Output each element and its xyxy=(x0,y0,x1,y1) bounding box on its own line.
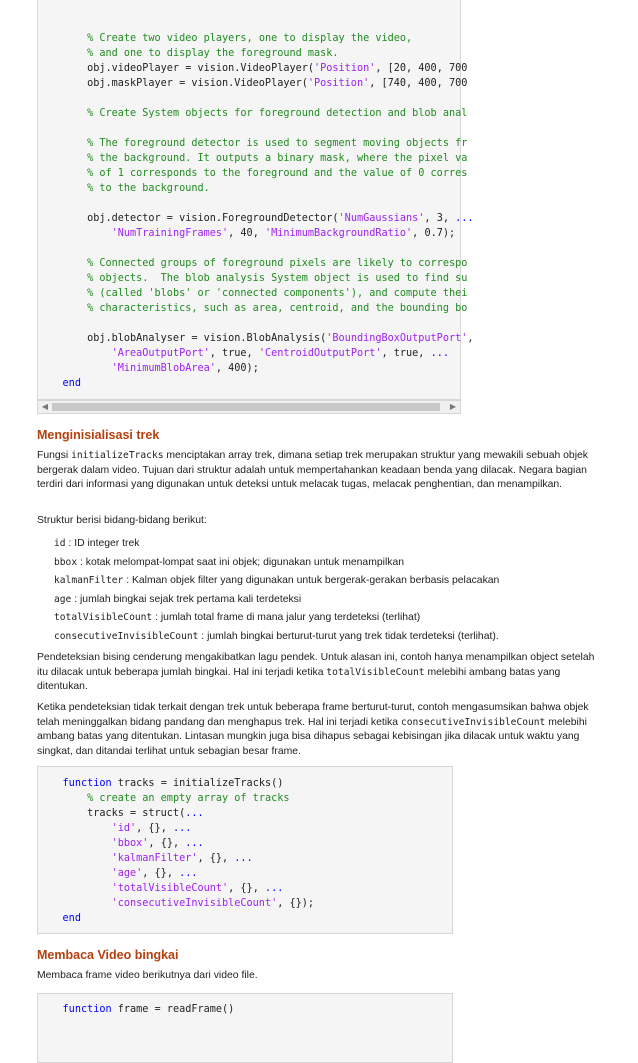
code-text xyxy=(38,838,112,849)
code-text xyxy=(38,778,63,789)
code-keyword: ... xyxy=(185,808,204,819)
code-text: frame = readFrame() xyxy=(111,1004,235,1015)
code-text xyxy=(38,853,112,864)
field-item xyxy=(54,609,594,628)
code-comment: % objects. The blob analysis System object is used to find su xyxy=(87,273,468,284)
code-string: 'NumGaussians' xyxy=(338,213,425,224)
code-text: , 400); xyxy=(215,363,259,374)
code-text: obj.blobAnalyser = vision.BlobAnalysis( xyxy=(38,333,327,344)
code-string: 'MinimumBlobArea' xyxy=(111,363,216,374)
code-text: , {}, xyxy=(136,823,173,834)
code-keyword: end xyxy=(62,378,81,389)
code-text: , xyxy=(467,333,474,344)
code-comment: % create an empty array of tracks xyxy=(87,793,290,804)
field-description: : jumlah bingkai berturut-turut yang trek tidak terdeteksi (terlihat). xyxy=(198,630,499,642)
code-text: tracks = struct( xyxy=(38,808,186,819)
code-string: 'Position' xyxy=(314,63,376,74)
code-text xyxy=(38,33,87,44)
code-keyword: ... xyxy=(185,838,204,849)
code-string: 'consecutiveInvisibleCount' xyxy=(111,898,278,909)
code-text xyxy=(38,273,87,284)
inline-code: consecutiveInvisibleCount xyxy=(400,716,546,728)
code-keyword: function xyxy=(62,1004,112,1015)
field-item xyxy=(54,572,594,591)
code-horizontal-scrollbar[interactable] xyxy=(37,400,461,414)
code-comment: % the background. It outputs a binary mask, where the pixel va xyxy=(87,153,468,164)
code-text xyxy=(38,913,63,924)
code-text xyxy=(38,868,112,879)
code-text xyxy=(38,48,87,59)
fields-list xyxy=(54,535,594,647)
field-name: consecutiveInvisibleCount xyxy=(54,630,199,642)
code-comment: % to the background. xyxy=(87,183,210,194)
field-description: : jumlah bingkai sejak trek pertama kali terdeteksi xyxy=(71,593,302,605)
code-text xyxy=(38,898,112,909)
code-text: , true, xyxy=(381,348,431,359)
code-text xyxy=(38,363,112,374)
code-text xyxy=(38,153,87,164)
code-text xyxy=(38,883,112,894)
scroll-left-icon[interactable]: ◀ xyxy=(41,402,49,411)
field-name: kalmanFilter xyxy=(54,575,124,587)
code-text xyxy=(38,228,112,239)
code-text: tracks = initializeTracks() xyxy=(111,778,284,789)
code-string: 'CentroidOutputPort' xyxy=(258,348,382,359)
section-heading-read-video-frame: Membaca Video bingkai xyxy=(37,948,179,962)
code-comment: % The foreground detector is used to segment moving objects fr xyxy=(87,138,468,149)
code-text xyxy=(38,108,87,119)
code-text: , 40, xyxy=(228,228,265,239)
code-comment: % of 1 corresponds to the foreground and the value of 0 corres xyxy=(87,168,468,179)
code-text: , {}, xyxy=(142,868,180,879)
paragraph-text: Ketika pendeteksian tidak terkait dengan trek untuk beberapa frame berturut-turut, contoh mengasumsikan bahwa objek telah meninggalkan bidang pandang dan menghapus trek. Hal ini terjadi ketika xyxy=(37,702,589,728)
code-keyword: ... xyxy=(172,823,192,834)
code-text xyxy=(38,138,87,149)
paragraph-track-deletion xyxy=(37,701,597,759)
code-keyword: ... xyxy=(455,213,474,224)
code-keyword: end xyxy=(62,913,81,924)
field-item xyxy=(54,591,594,610)
inline-code: totalVisibleCount xyxy=(326,666,425,678)
paragraph-fields-intro: Struktur berisi bidang-bidang berikut: xyxy=(37,515,207,526)
code-listing xyxy=(38,1002,452,1017)
code-text xyxy=(38,378,63,389)
code-comment: % and one to display the foreground mask. xyxy=(87,48,339,59)
field-description: : kotak melompat-lompat saat ini objek; digunakan untuk menampilkan xyxy=(77,556,405,568)
field-name: bbox xyxy=(54,556,78,568)
code-string: 'totalVisibleCount' xyxy=(111,883,229,894)
code-keyword: ... xyxy=(430,348,449,359)
field-description: : Kalman objek filter yang digunakan untuk bergerak-gerakan berbasis pelacakan xyxy=(123,575,500,587)
code-comment: % Connected groups of foreground pixels are likely to correspo xyxy=(87,258,468,269)
code-listing xyxy=(38,776,452,926)
field-item xyxy=(54,554,594,573)
code-text xyxy=(38,288,87,299)
code-text xyxy=(38,168,87,179)
code-text xyxy=(38,793,87,804)
scrollbar-thumb[interactable] xyxy=(52,403,440,411)
code-comment: % (called 'blobs' or 'connected components'), and compute thei xyxy=(87,288,468,299)
code-text: , [740, 400, 700 xyxy=(369,78,468,89)
code-keyword: ... xyxy=(264,883,284,894)
code-string: 'bbox' xyxy=(111,838,149,849)
code-string: 'AreaOutputPort' xyxy=(111,348,210,359)
code-text xyxy=(38,1004,63,1015)
code-text: , {}, xyxy=(148,838,186,849)
code-keyword: ... xyxy=(234,853,253,864)
code-string: 'age' xyxy=(111,868,143,879)
code-text: , 0.7); xyxy=(412,228,456,239)
code-text: , {}, xyxy=(197,853,235,864)
field-item xyxy=(54,535,594,554)
field-item xyxy=(54,628,594,647)
field-name: age xyxy=(54,593,72,605)
code-block-read-frame xyxy=(37,993,453,1063)
code-string: 'kalmanFilter' xyxy=(111,853,198,864)
code-keyword: ... xyxy=(179,868,198,879)
code-text: obj.detector = vision.ForegroundDetector( xyxy=(38,213,339,224)
code-comment: % Create two video players, one to display the video, xyxy=(87,33,413,44)
paragraph-noisy-detections xyxy=(37,651,597,695)
code-text xyxy=(38,183,87,194)
code-text xyxy=(38,258,87,269)
code-text: obj.videoPlayer = vision.VideoPlayer( xyxy=(38,63,315,74)
code-text xyxy=(38,823,112,834)
paragraph-text: Pendeteksian bising cenderung mengakibatkan lagu pendek. Untuk alasan ini, contoh hanya menampilkan object setelah itu dilacak untuk beberapa jumlah bingkai. Hal ini terjadi ketika xyxy=(37,652,595,678)
code-text xyxy=(38,348,112,359)
paragraph-text: melebihi ambang batas yang ditentukan. xyxy=(37,666,561,692)
paragraph-read-frame-intro: Membaca frame video berikutnya dari video file. xyxy=(37,970,258,981)
code-block-setup-objects xyxy=(37,0,474,400)
code-keyword: function xyxy=(62,778,112,789)
field-description: : jumlah total frame di mana jalur yang terdeteksi (terlihat) xyxy=(152,612,421,624)
code-string: 'id' xyxy=(111,823,137,834)
code-text: , true, xyxy=(209,348,259,359)
code-block-initialize-tracks xyxy=(37,766,453,934)
code-text: , 3, xyxy=(424,213,456,224)
paragraph-text: menciptakan array trek, dimana setiap trek merupakan struktur yang mewakili sebuah objek bergerak dalam video. Tujuan dari struktur adalah untuk mempertahankan keadaan benda yang dilacak. Negara bagian terdiri dari informasi yang digunakan untuk deteksi untuk melacak tugas, melacak penghentian, dan menampilkan. xyxy=(37,450,588,490)
scroll-right-icon[interactable]: ▶ xyxy=(449,402,457,411)
code-comment: % Create System objects for foreground detection and blob anal xyxy=(87,108,468,119)
code-string: 'NumTrainingFrames' xyxy=(111,228,229,239)
code-comment: % characteristics, such as area, centroid, and the bounding bo xyxy=(87,303,468,314)
code-string: 'Position' xyxy=(307,78,370,89)
paragraph-text: melebihi ambang batas yang ditentukan. Lintasan mungkin juga bisa dihapus sebagai kebisingan jika dilacak untuk waktu yang singkat, dan ditandai terlihat untuk sebagian besar frame. xyxy=(37,716,587,757)
code-text: , [20, 400, 700 xyxy=(375,63,468,74)
code-string: 'MinimumBackgroundRatio' xyxy=(264,228,413,239)
paragraph-text: Fungsi xyxy=(37,450,72,461)
code-text xyxy=(38,303,87,314)
code-text: obj.maskPlayer = vision.VideoPlayer( xyxy=(38,78,308,89)
field-description: : ID integer trek xyxy=(65,538,140,549)
code-listing xyxy=(38,31,474,391)
code-text: , {}); xyxy=(277,898,315,909)
section-heading-initialize-tracks: Menginisialisasi trek xyxy=(37,428,160,442)
inline-code: initializeTracks xyxy=(71,450,164,461)
code-string: 'BoundingBoxOutputPort' xyxy=(326,333,468,344)
field-name: totalVisibleCount xyxy=(54,612,153,624)
code-text: , {}, xyxy=(228,883,265,894)
paragraph-initialize-tracks-intro xyxy=(37,449,597,493)
field-name: id xyxy=(54,538,66,549)
